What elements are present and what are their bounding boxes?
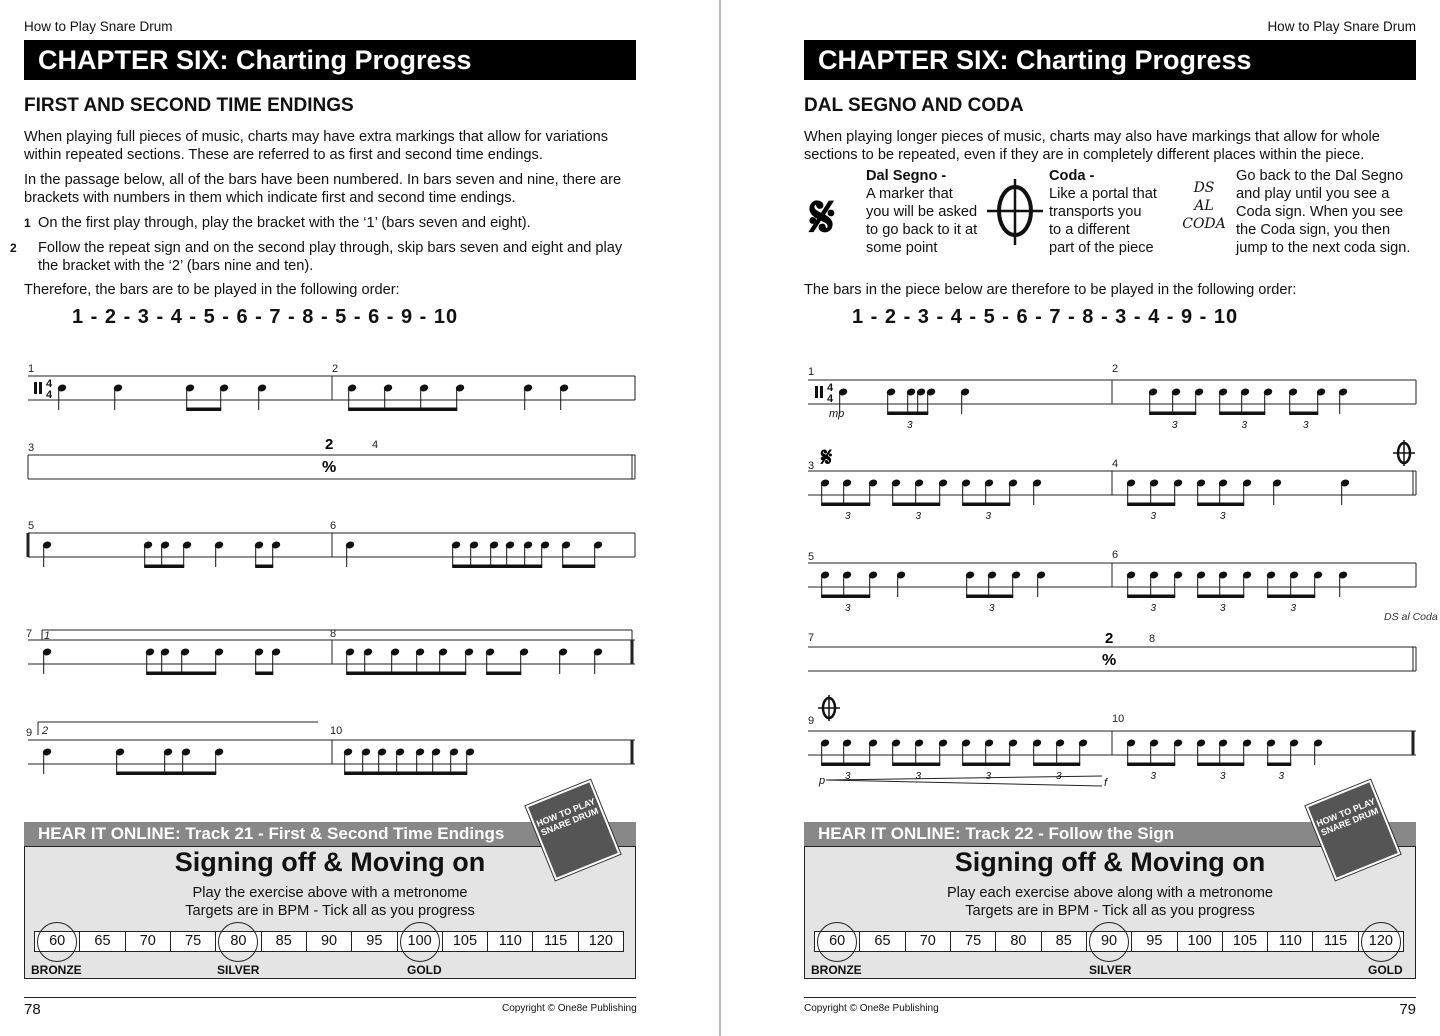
sign-instruction: Play the exercise above with a metronome [192, 885, 468, 901]
triplet-label: 3 [1150, 771, 1157, 782]
triplet-label: 3 [1172, 420, 1178, 431]
staff-lines [28, 376, 635, 764]
bar-number: 10 [330, 725, 343, 737]
note-beam [1198, 763, 1244, 766]
copyright: Copyright © One8e Publishing [502, 1003, 637, 1014]
bpm-cell[interactable]: 60 [35, 932, 80, 951]
bpm-cell[interactable]: 65 [80, 932, 125, 951]
note-beam [893, 763, 940, 766]
staff-lines [808, 380, 1416, 786]
page-number: 79 [1399, 1001, 1416, 1018]
bpm-cell[interactable]: 75 [951, 932, 996, 951]
hear-it-online-banner[interactable]: HEAR IT ONLINE: Track 22 - Follow the Sign [804, 822, 1416, 846]
bpm-cell[interactable]: 80 [216, 932, 261, 951]
note-beam [1220, 412, 1265, 415]
bar-number: 2 [1112, 363, 1119, 375]
medal-bronze: BRONZE [31, 963, 82, 977]
note-beam [963, 763, 1010, 766]
sign-instruction: Play each exercise above along with a metronome [946, 885, 1274, 901]
bpm-cell[interactable]: 115 [1313, 932, 1358, 951]
copyright: Copyright © One8e Publishing [804, 1003, 939, 1014]
note-beam [1268, 595, 1315, 598]
repeat-count [1102, 630, 1116, 669]
time-sig-top: 4 [827, 382, 834, 394]
note-beam [453, 565, 542, 568]
note-beam [822, 763, 870, 766]
dal-segno-line: A marker that [866, 186, 953, 202]
section-heading: DAL SEGNO AND CODA [804, 95, 1024, 116]
bar-number: 7 [808, 632, 815, 644]
medal-bronze: BRONZE [811, 963, 862, 977]
ds-al-coda-line: the Coda sign, you then [1236, 222, 1391, 238]
note-beam [893, 503, 940, 506]
bpm-cell[interactable]: 120 [1359, 932, 1403, 951]
coda-title: Coda - [1049, 168, 1095, 184]
time-sig-bottom: 4 [46, 389, 53, 401]
bpm-cell[interactable]: 90 [307, 932, 352, 951]
note-beam [822, 503, 870, 506]
triplet-label: 3 [989, 603, 995, 614]
bar-numbers [26, 363, 378, 739]
repeat-count [322, 436, 336, 476]
note-beam [487, 672, 521, 675]
bar-number: 6 [1112, 549, 1119, 561]
bar-number: 1 [808, 366, 815, 378]
bar-number: 3 [808, 460, 815, 472]
bar-number: 7 [26, 628, 33, 640]
note-beam [1034, 763, 1080, 766]
note-beam [347, 672, 466, 675]
bpm-cell[interactable]: 110 [1268, 932, 1313, 951]
footer-rule [24, 997, 636, 998]
note-beam [256, 565, 273, 568]
dal-segno-title: Dal Segno - [866, 168, 947, 184]
bar-number: 8 [330, 628, 337, 640]
note-beam [147, 672, 216, 675]
footer-rule [804, 997, 1416, 998]
triplet-label: 3 [915, 511, 922, 522]
left-page [0, 0, 719, 1036]
hear-it-online-banner[interactable]: HEAR IT ONLINE: Track 21 - First & Second Time Endings [24, 822, 636, 846]
medal-silver: SILVER [217, 963, 260, 977]
triplet-label: 3 [1150, 603, 1157, 614]
ds-al-coda-word: DS [1193, 180, 1215, 196]
dynamic-p: p [819, 775, 826, 787]
dal-segno-line: some point [866, 240, 938, 256]
triplet-label: 3 [845, 771, 851, 782]
note-beam [967, 595, 1013, 598]
triplet-label: 3 [915, 771, 922, 782]
svg-text:𝄋: 𝄋 [810, 183, 835, 247]
book-cover-image: HOW TO PLAY SNARE DRUM [1306, 780, 1401, 880]
bpm-cell[interactable]: 115 [533, 932, 578, 951]
repeat-bar-symbol: % [1102, 652, 1117, 669]
intro-paragraph: When playing full pieces of music, charts may have extra markings that allow for variations within repeated sections. These are referred to as first and second time endings. [24, 129, 608, 163]
bar-number: 8 [1149, 633, 1156, 645]
bpm-cell[interactable]: 75 [171, 932, 216, 951]
triplet-label: 3 [845, 603, 851, 614]
note-beam [888, 412, 928, 415]
coda-mark [1393, 440, 1415, 466]
time-sig-bottom: 4 [827, 393, 834, 405]
bar-number: 4 [372, 439, 379, 451]
ds-al-coda-mark: DS al Coda [1384, 611, 1438, 623]
coda-mark [818, 695, 840, 721]
coda-line: transports you [1049, 204, 1142, 220]
sign-targets: Targets are in BPM - Tick all as you progress [185, 903, 475, 919]
bpm-cell[interactable]: 90 [1087, 932, 1132, 951]
repeat-count-label: 2 [1105, 630, 1114, 647]
note-beam [345, 772, 467, 775]
section-heading: FIRST AND SECOND TIME ENDINGS [24, 95, 354, 116]
coda-line: to a different [1049, 222, 1130, 238]
note-beam [1128, 763, 1175, 766]
coda-line: part of the piece [1049, 240, 1154, 256]
note-beam [1128, 595, 1175, 598]
medal-gold: GOLD [1368, 963, 1403, 977]
triplet-label: 3 [845, 511, 851, 522]
segno-mark: 𝄋 [821, 443, 833, 473]
note-beam [349, 408, 457, 411]
bar-numbers [808, 363, 1155, 727]
order-intro: The bars in the piece below are therefore to be played in the following order: [804, 282, 1297, 298]
bpm-cell[interactable]: 110 [488, 932, 533, 951]
note-beam [1268, 763, 1291, 766]
medal-silver: SILVER [1089, 963, 1132, 977]
right-notation [721, 0, 1440, 800]
bpm-checklist [814, 931, 1404, 952]
step-one-text: On the first play through, play the bracket with the ‘1’ (bars seven and eight). [38, 215, 531, 231]
note-beam [822, 595, 870, 598]
bpm-cell[interactable]: 60 [815, 932, 860, 951]
bar-number: 3 [28, 442, 35, 454]
time-signature [815, 382, 834, 405]
dal-segno-line: you will be asked [866, 204, 978, 220]
note-beam [145, 565, 184, 568]
dynamic-f: f [1104, 777, 1108, 789]
explanation-paragraph: In the passage below, all of the bars have been numbered. In bars seven and nine, there are brackets with numbers in them which indicate first and second time endings. [24, 172, 622, 206]
time-signature [34, 378, 53, 401]
note-beam [1150, 412, 1196, 415]
bpm-cell[interactable]: 85 [1042, 932, 1087, 951]
bpm-cell[interactable]: 65 [860, 932, 905, 951]
book-cover-image: HOW TO PLAY SNARE DRUM [526, 780, 621, 880]
ds-al-coda-line: and play until you see a [1236, 186, 1390, 202]
bpm-cell[interactable]: 95 [1132, 932, 1177, 951]
chapter-banner: CHAPTER SIX: Charting Progress [24, 40, 636, 80]
ds-al-coda-word: CODA [1182, 216, 1226, 232]
repeat-bar-symbol: % [322, 459, 337, 476]
bar-number: 9 [26, 727, 33, 739]
triplet-label: 3 [1290, 603, 1297, 614]
note-beam [187, 408, 221, 411]
bpm-cell[interactable]: 70 [906, 932, 951, 951]
ds-al-coda-line: Coda sign. When you see [1236, 204, 1404, 220]
bpm-cell[interactable]: 80 [996, 932, 1041, 951]
right-page [721, 0, 1440, 1036]
sign-targets: Targets are in BPM - Tick all as you progress [965, 903, 1255, 919]
left-notation [0, 0, 719, 800]
running-head: How to Play Snare Drum [1267, 19, 1416, 34]
bar-number: 2 [332, 363, 339, 375]
medal-gold: GOLD [407, 963, 442, 977]
ds-al-coda-line: jump to the next coda sign. [1236, 240, 1411, 256]
right-notes [820, 388, 1349, 782]
triplet-label: 3 [1220, 511, 1226, 522]
triplet-label: 3 [907, 420, 913, 431]
bpm-cell[interactable]: 105 [1223, 932, 1268, 951]
triplet-label: 3 [1278, 771, 1285, 782]
note-beam [1198, 595, 1244, 598]
step-one-number: 1 [24, 216, 31, 230]
left-notes [42, 384, 602, 774]
ds-al-coda-line: Go back to the Dal Segno [1236, 168, 1404, 184]
note-beam [1198, 503, 1244, 506]
triplet-label: 3 [1150, 511, 1157, 522]
step-two-number: 2 [10, 241, 17, 255]
triplet-label: 3 [1220, 771, 1226, 782]
ending-one-label: 1 [44, 630, 51, 642]
bar-number: 10 [1112, 713, 1125, 725]
signing-off-box [804, 846, 1416, 979]
note-beam [963, 503, 1010, 506]
note-beam [256, 672, 273, 675]
signing-off-box [24, 846, 636, 979]
bpm-cell[interactable]: 95 [352, 932, 397, 951]
triplet-label: 3 [985, 511, 992, 522]
triplet-label: 3 [1056, 771, 1062, 782]
bar-number: 4 [1112, 458, 1119, 470]
order-intro: Therefore, the bars are to be played in the following order: [24, 282, 400, 298]
bpm-cell[interactable]: 85 [262, 932, 307, 951]
repeat-count-label: 2 [325, 436, 334, 453]
bpm-cell[interactable]: 100 [1178, 932, 1223, 951]
dal-segno-line: to go back to it at [866, 222, 978, 238]
page-number: 78 [24, 1001, 41, 1018]
bar-number: 1 [28, 363, 35, 375]
bpm-cell[interactable]: 105 [443, 932, 488, 951]
play-order: 1 - 2 - 3 - 4 - 5 - 6 - 7 - 8 - 5 - 6 - 9 - 10 [72, 306, 459, 328]
triplet-label: 3 [1220, 603, 1226, 614]
chapter-banner: CHAPTER SIX: Charting Progress [804, 40, 1416, 80]
note-beam [1128, 503, 1175, 506]
bpm-cell[interactable]: 70 [126, 932, 171, 951]
bar-number: 9 [808, 715, 815, 727]
ending-two-label: 2 [42, 725, 49, 737]
running-head: How to Play Snare Drum [24, 19, 173, 34]
sign-title: Signing off & Moving on [174, 847, 486, 877]
bpm-cell[interactable]: 120 [588, 933, 613, 949]
bar-number: 5 [28, 520, 35, 532]
time-sig-top: 4 [46, 378, 53, 390]
play-order: 1 - 2 - 3 - 4 - 5 - 6 - 7 - 8 - 3 - 4 - 9 - 10 [852, 306, 1239, 328]
triplet-label: 3 [1303, 420, 1309, 431]
triplet-label: 3 [1241, 420, 1248, 431]
dynamics [818, 408, 1108, 789]
bpm-cell[interactable]: 100 [398, 932, 443, 951]
bar-number: 5 [808, 551, 815, 563]
bpm-checklist [34, 931, 624, 952]
note-beam [117, 772, 216, 775]
note-beam [1290, 412, 1318, 415]
step-two-text: Follow the repeat sign and on the second play through, skip bars seven and eight and play the bracket with the ‘2’ (bars nine and ten). [38, 240, 623, 274]
note-beam [563, 565, 595, 568]
dynamic-mp: mp [829, 408, 845, 420]
triplet-label: 3 [985, 771, 992, 782]
intro-paragraph: When playing longer pieces of music, charts may also have markings that allow for whole sections to be repeated, even if they are in completely different places within the piece. [804, 129, 1380, 163]
bar-number: 6 [330, 520, 337, 532]
ds-al-coda-word: AL [1194, 198, 1214, 214]
coda-line: Like a portal that [1049, 186, 1157, 202]
sign-title: Signing off & Moving on [954, 847, 1266, 877]
